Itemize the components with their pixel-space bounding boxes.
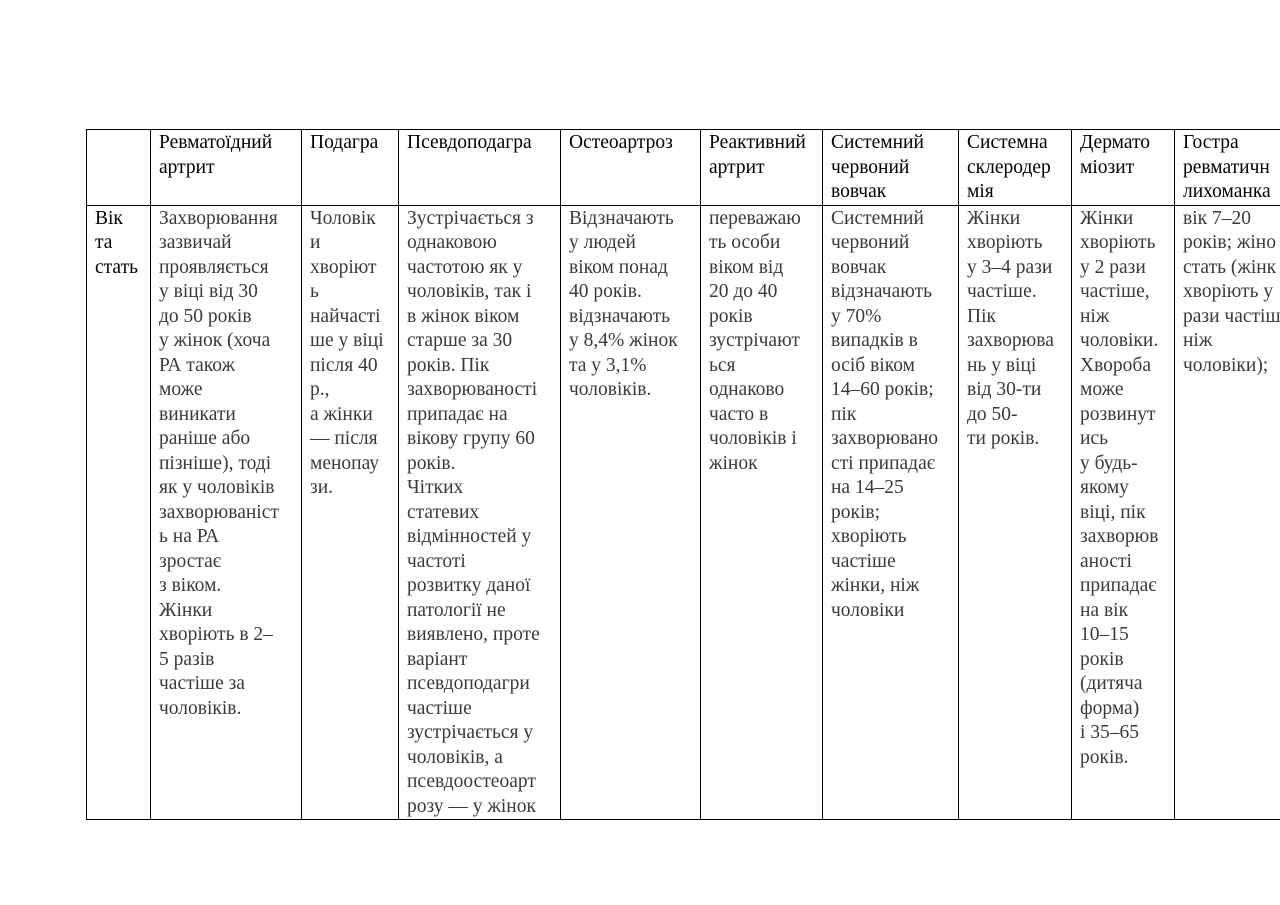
table-cell: Захворювання зазвичай проявляється у віці від 30 до 50 років у жінок (хоча РА також може виникати раніше або пізніше), тоді як у чоловіків захворюваніст ь на РА зростає з віком. Жінки хворіють в 2– 5 разів частіше за чоловіків. xyxy=(151,205,302,820)
table-cell: Зустрічається з однаковою частотою як у чоловіків, так і в жінок віком старше за 30 років. Пік захворюваності припадає на вікову групу 60 років. Чітких статевих відмінностей у частоті розвитку даної патології не виявлено, проте варіант псевдоподагри частіше зустрічається у чоловіків, а псевдоостеоарт розу — у жінок xyxy=(399,205,561,820)
comparison-table xyxy=(86,129,1280,820)
row-label-cell xyxy=(87,205,151,820)
table-row xyxy=(87,205,1280,820)
row-label: Вік та стать xyxy=(95,207,138,278)
table-cell: Чоловік и хворіют ь найчасті ше у віці після 40 р., а жінки — після менопау зи. xyxy=(302,205,399,820)
header-label: Гостра ревматичн лихоманка xyxy=(1183,132,1271,202)
header-cell-gout xyxy=(302,130,399,206)
header-cell-rheumatic-fever xyxy=(1175,130,1280,206)
header-label: Ревматоїдний артрит xyxy=(159,132,273,178)
header-cell-reactive-arthritis xyxy=(701,130,823,206)
header-label: Остеоартроз xyxy=(569,132,673,153)
header-label: Псевдоподагра xyxy=(407,132,532,153)
header-label: Системна склеродер мія xyxy=(967,132,1051,202)
table-cell: Жінки хворіють у 3–4 рази частіше. Пік захворюва нь у віці від 30-ти до 50- ти років. xyxy=(959,205,1072,820)
header-cell-scleroderma xyxy=(959,130,1072,206)
header-label: Подагра xyxy=(310,132,379,153)
header-cell-osteoarthritis xyxy=(561,130,701,206)
header-corner-cell xyxy=(87,130,151,206)
header-label: Реактивний артрит xyxy=(709,132,806,178)
header-cell-lupus xyxy=(823,130,959,206)
table-cell: Жінки хворіють у 2 рази частіше, ніж чоловіки. Хвороба може розвинут ись у будь- якому віці, пік захворюв аності припадає на вік 10–15 років (дитяча форма) і 35–65 років. xyxy=(1072,205,1175,820)
header-label: Системний червоний вовчак xyxy=(831,132,924,202)
table-cell: вік 7–20 років; жіно стать (жінк хворіють у рази частіш ніж чоловіки); xyxy=(1175,205,1280,820)
header-cell-pseudogout xyxy=(399,130,561,206)
table-cell: Відзначають у людей віком понад 40 років. відзначають у 8,4% жінок та у 3,1% чоловіків. xyxy=(561,205,701,820)
header-cell-rheumatoid-arthritis xyxy=(151,130,302,206)
header-label: Дермато міозит xyxy=(1080,132,1151,178)
table-header-row xyxy=(87,130,1280,206)
header-cell-dermatomyositis xyxy=(1072,130,1175,206)
table-cell: Системний червоний вовчак відзначають у 70% випадків в осіб віком 14–60 років; пік захворювано сті припадає на 14–25 років; хворіють частіше жінки, ніж чоловіки xyxy=(823,205,959,820)
table-cell: переважаю ть особи віком від 20 до 40 років зустрічают ься однаково часто в чоловіків і жінок xyxy=(701,205,823,820)
